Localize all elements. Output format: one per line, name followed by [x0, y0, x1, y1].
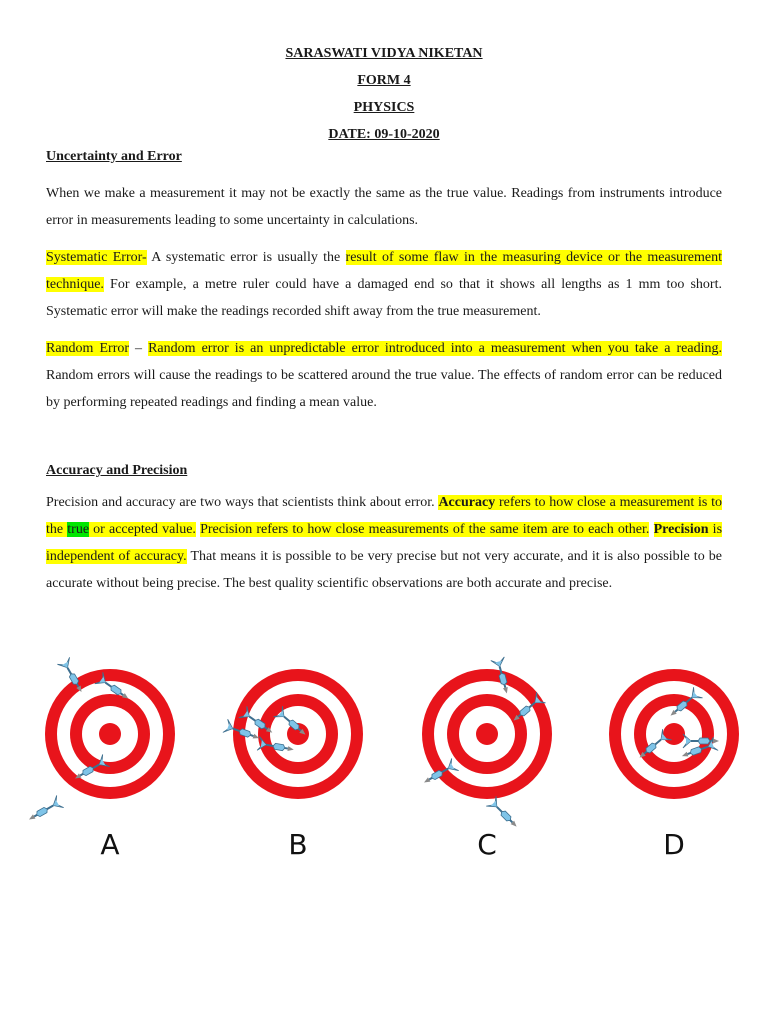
- school-name: SARASWATI VIDYA NIKETAN: [285, 46, 483, 61]
- target-diagrams: [0, 640, 768, 880]
- target-label: D: [663, 828, 685, 861]
- accuracy-conclusion: That means it is possible to be very precise but not very accurate, and it is also possible to be accurate without being precise. The best quality scientific observations are both accurate and precise.: [46, 549, 723, 591]
- space: [649, 522, 653, 537]
- random-error-dash: –: [129, 341, 149, 356]
- dart-icon: [26, 795, 64, 825]
- form-level: FORM 4: [357, 73, 411, 88]
- target-a: [26, 657, 175, 825]
- target-ring: [476, 723, 498, 745]
- systematic-error-text: A systematic error is usually the: [146, 250, 346, 265]
- document-header: [0, 40, 768, 148]
- section-heading-uncertainty: Uncertainty and Error: [46, 149, 182, 164]
- precision-definition: Precision refers to how close measurements of the same item are to each other.: [200, 522, 650, 537]
- document-date: DATE: 09-10-2020: [328, 127, 440, 142]
- systematic-error-example: For example, a metre ruler could have a damaged end so that it shows all lengths as 1 mm too short. Systematic error will make the readings recorded shift away from the true measurement.: [46, 277, 722, 319]
- accuracy-definition-end: or accepted value.: [89, 522, 196, 537]
- systematic-error-term: Systematic Error-: [46, 250, 147, 265]
- target-c: [421, 657, 552, 832]
- target-label: B: [288, 828, 308, 861]
- targets-figure: [0, 640, 768, 880]
- random-error-term: Random Error: [46, 341, 130, 356]
- target-label: C: [477, 828, 497, 861]
- random-error-text: Random errors will cause the readings to be scattered around the true value. The effects of random error can be reduced by performing repeated readings and finding a mean value.: [46, 368, 722, 410]
- target-ring: [663, 723, 685, 745]
- target-label: A: [100, 828, 120, 861]
- accuracy-term: Accuracy: [438, 495, 496, 510]
- paragraph-accuracy-precision: [46, 489, 722, 597]
- paragraph-systematic-error: [46, 244, 722, 325]
- paragraph-random-error: [46, 335, 722, 416]
- document-body: [46, 145, 722, 597]
- dart-icon: [486, 796, 521, 831]
- random-error-highlight: Random error is an unpredictable error introduced into a measurement when you take a reading.: [148, 341, 722, 356]
- target-b: [223, 669, 363, 799]
- section-heading-accuracy: Accuracy and Precision: [46, 463, 188, 478]
- accuracy-definition-start: refers to how close a measurement is to the: [46, 495, 722, 537]
- precision-term: Precision: [653, 522, 709, 537]
- accuracy-intro: Precision and accuracy are two ways that scientists think about error.: [46, 495, 439, 510]
- systematic-error-highlight: result of some flaw in the measuring device or the measurement technique.: [46, 250, 723, 292]
- target-d: [609, 669, 739, 799]
- paragraph-intro: When we make a measurement it may not be exactly the same as the true value. Readings from instruments introduce error in measurements leading to some uncertainty in calculations.: [46, 186, 722, 228]
- precision-independent: is independent of accuracy.: [46, 522, 723, 564]
- target-ring: [99, 723, 121, 745]
- subject-title: PHYSICS: [353, 100, 415, 115]
- true-word: true: [67, 522, 90, 537]
